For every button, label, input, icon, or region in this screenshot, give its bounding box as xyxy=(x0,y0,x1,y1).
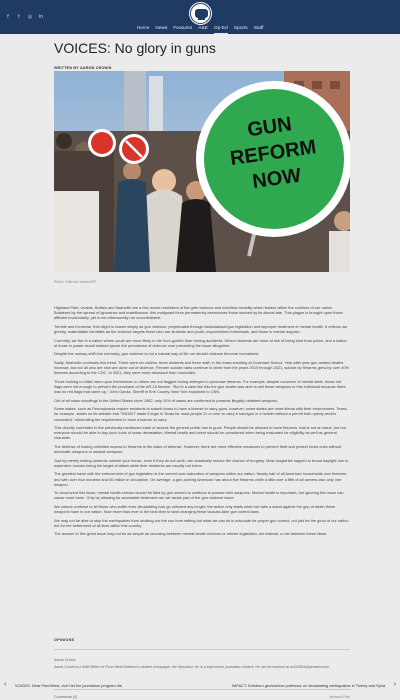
byline-prefix: WRITTEN BY xyxy=(54,66,79,70)
paragraph: Highland Park, Uvalde, Buffalo and Nashville are a few recent reminders of the grim violence and needless brutality which festers within the confines of our nation. Bolstered by the spread of ignorance and malefficence, this malignant force permanently besmirches those marked by its dismal fate. This plague is brought upon those afflicted involuntarily, yet is not otherworldly nor uncontrollable. xyxy=(54,305,343,321)
byline xyxy=(54,66,350,70)
post-navigation xyxy=(0,681,400,693)
paragraph: Some states, such as Pennsylvania require residents to submit forms to have a license to carry guns, however, some states are more liberal with their enforcement. Texas, for example, states on its website that "HB1927 made it legal in Texas for most people 21 or over to carry a handgun in a holster without a permit both openly and/or concealed," eliminating the requirement to have a license to carry. xyxy=(54,406,348,422)
instagram-icon[interactable]: ◎ xyxy=(27,14,33,20)
paragraph: This directly correlates to the previously mentioned ease of access the general public has to guns. People should be allowed to have firearms, that is not an issue, but not everyone should be able to buy such tools of mass devastation. Mental health and intent should be considered when being evaluated for eligibility as well as general character. xyxy=(54,425,346,441)
site-logo[interactable] xyxy=(190,3,211,24)
comments-count[interactable]: Comments (0) xyxy=(54,695,78,699)
paragraph: Terrible and immense, this blight is known simply as gun violence, perpetuated through lackadaisical gun legislation and improper treatment of mental health. It reflects our greedy, materialistic identities as the violence targets those who are students and youth, impoverished individuals, and those in mental anguish. xyxy=(54,323,348,335)
photo-caption: Photo: Wilfredo Velez/AFP xyxy=(54,280,97,284)
paragraph: The answer to this great issue may not be as simple as choosing between mental health services or stricter legislation, but instead, a mix between these ideas. xyxy=(54,531,328,537)
paragraph: Currently, we live in a nation where youth are more likely to die from gunfire than driving accidents. Where students are more at risk of being shot than police, and a nation of those in power would instead ignore the prevalence of violence over preventing the issue altogether. xyxy=(54,337,347,348)
divider xyxy=(54,649,350,650)
sign-line-3: NOW xyxy=(251,164,303,194)
byline-author[interactable]: AARON CRONIN xyxy=(79,66,112,70)
author-bio: Aaron Cronin is a Staff Writer for Penn West Edinboro's student newspaper, the Spectator. He is a sophomore journalism student. He can be reached at ac312064@penwest.edu. xyxy=(54,665,330,669)
social-links xyxy=(5,14,44,20)
protest-photo-illustration xyxy=(54,71,350,272)
paragraph: To circumvent this issue, mental health checks should be filed by gun owners to continue to posses their weapons. Mental health is important, but ignoring this issue can cause more harm. Only by allowing for accessible treatment can we tackle part of the gun violence issue. xyxy=(54,490,344,501)
logo-shape xyxy=(195,9,208,18)
article-title: VOICES: No glory in guns xyxy=(54,40,216,56)
paragraph: Out of all mass shootings in the United States since 1982, only 11% of cases are confirmed to possess illegally obtained weapons. xyxy=(54,397,279,403)
comments-sort[interactable]: Newest First xyxy=(329,695,350,699)
next-post-link[interactable]: IMPACT: Edinboro geoscience professor on devastating earthquakes in Turkey and Syria xyxy=(231,683,385,688)
article-body xyxy=(54,305,350,540)
paragraph: We cannot continue to let those who suffer from devastating loss go unheard any longer; the action only starts when we take a stand against the grip of death these weapons have in our nation. Now more than ever is the best time to start changing these lacsuss-faire gun control laws. xyxy=(54,503,336,515)
paragraph: We may not be able to stop the earthquakes from shaking nor the sun from setting but what we can do is advocate for proper gun control, not just for the good of our nation but for the betterment of all lives within this country. xyxy=(54,517,349,528)
nav-item-staff[interactable]: Staff xyxy=(253,26,264,31)
main-nav xyxy=(0,25,400,34)
linkedin-icon[interactable]: in xyxy=(38,14,44,20)
nav-item-home[interactable]: Home xyxy=(136,26,150,31)
nav-item-features[interactable]: Features xyxy=(173,26,193,31)
facebook-icon[interactable]: f xyxy=(7,14,9,20)
paragraph: Just by merely having cameras outside your house, even if they do not work, can drastically reduce the chance of burglary. Most burglaries happen in broad daylight due to expensive houses being the target of attack while their residents are usually not home. xyxy=(54,457,349,468)
paragraph: Those looking to inflict harm upon themselves or others are not flagged during attempts to purchase firearms. For example, despite concerns of mental state, these red flags were not enough to prevent the purchase of the AR-15 firearm. "But in a case like this the gun dealer was able to sell these weapons to this individual because there was no red flags that came up," John Garcia, Sheriff in Erie County, New York explained to CNN. xyxy=(54,378,346,395)
article-photo xyxy=(54,71,350,272)
nav-item-sports[interactable]: Sports xyxy=(233,26,248,31)
logo-base xyxy=(198,18,205,20)
nav-item-op-ed[interactable]: Op-Ed xyxy=(214,25,228,34)
nav-item-ae[interactable]: A&E xyxy=(198,26,208,31)
site-header xyxy=(0,0,400,34)
chevron-left-icon[interactable]: ‹ xyxy=(4,681,7,688)
chevron-right-icon[interactable]: › xyxy=(393,681,396,688)
nav-item-news[interactable]: News xyxy=(155,26,168,31)
section-tag[interactable]: OPINIONS xyxy=(54,638,75,642)
twitter-icon[interactable]: t xyxy=(18,14,20,20)
paragraph: The greatest issue with the enforcement of gun legislation is the current over-saturation of weapons within our nation. Nearly half of all American households own firearms and with over four hundred and 50 million in circulation. On average, a gun-owning American has about five firearms while a little over a fifth of all owners own only one weapon. xyxy=(54,471,347,487)
paragraph: Sadly, Nashville continues this trend. There were six victims, three students and three staff, in the mass shooting at Covenant School. Year after year gun-related deaths increase, but not all who are shot are done out of violence. Firearm suicide rates continue to climb from the years 2019 through 2021, suicide by firearms grew by over 40% firearms according to the CDC. In 2021, they were more abundant than homicides. xyxy=(54,359,349,376)
sign-line-2: REFORM xyxy=(228,136,318,170)
sign-line-1: GUN xyxy=(246,113,294,142)
paragraph: Despite the uneasy shift into normalcy, gun violence is not a natural way of life nor should violence become normalized. xyxy=(54,351,260,357)
author-bio-name[interactable]: Aaron Cronin xyxy=(54,658,76,662)
paragraph: The defense of having unlimited access to firearms is the claim of defense. However, there are more effective measures to prevent theft and protect loved ones without automatic weapons or assault weapons. xyxy=(54,443,342,455)
previous-post-link[interactable]: VOICES: Dear PennWest, don't let the journalism program die xyxy=(15,683,123,688)
